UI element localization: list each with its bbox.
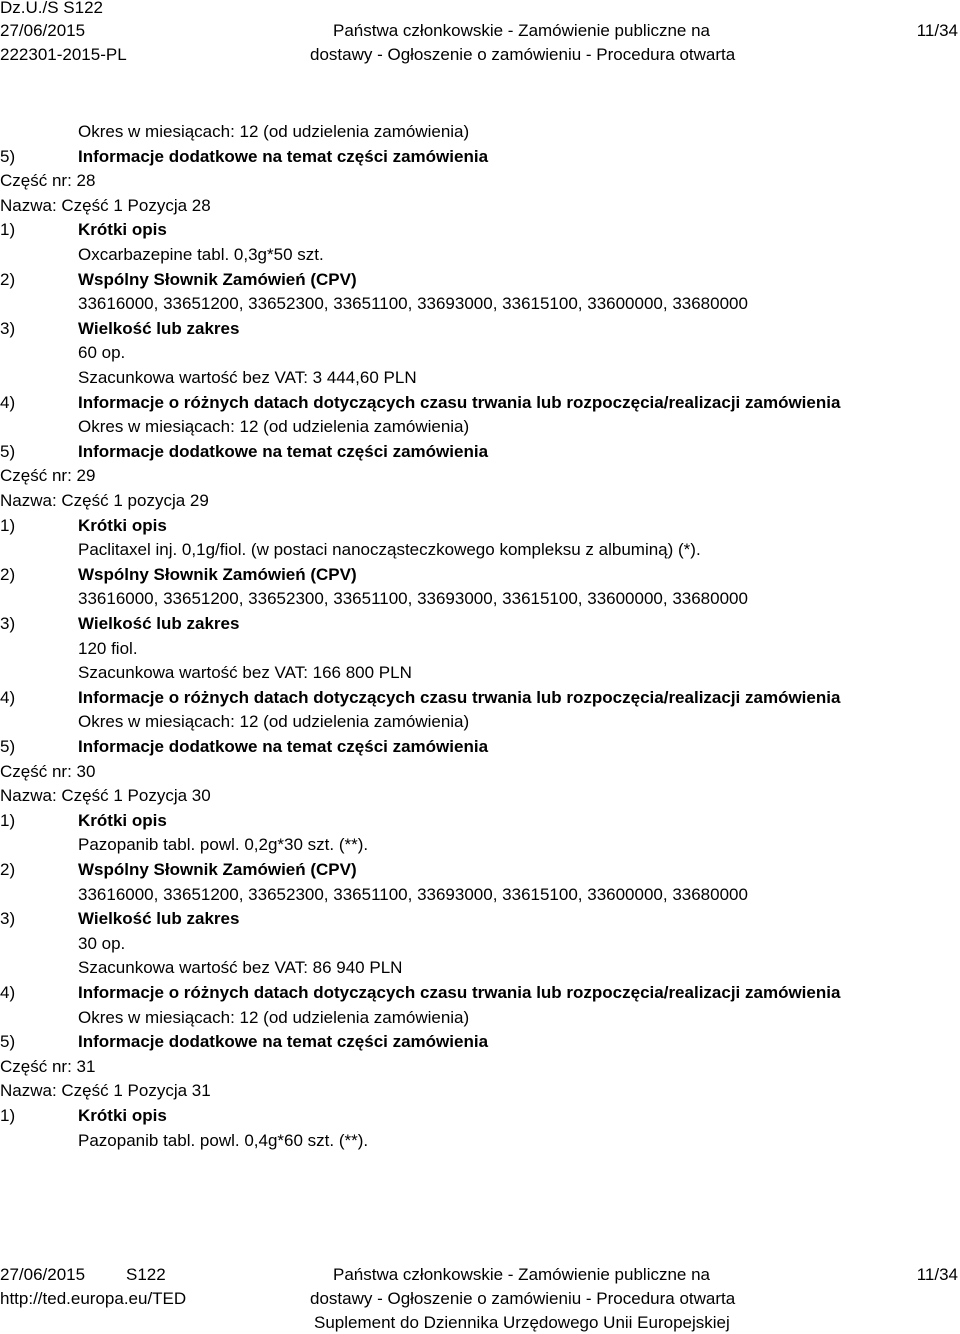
- section-number: 5): [0, 1032, 16, 1052]
- indented-text-line: 33616000, 33651200, 33652300, 33651100, 33693000, 33615100, 33600000, 33680000: [78, 884, 748, 904]
- section-title: Informacje o różnych datach dotyczących czasu trwania lub rozpoczęcia/realizacji zamówienia: [78, 687, 841, 707]
- section-title: Informacje dodatkowe na temat części zamówienia: [78, 146, 489, 166]
- text-line: Nazwa: Część 1 Pozycja 31: [0, 1081, 211, 1101]
- section-title: Krótki opis: [78, 220, 167, 240]
- text-line: Część nr: 31: [0, 1056, 96, 1076]
- section-number: 1): [0, 220, 16, 240]
- section-title: Wspólny Słownik Zamówień (CPV): [78, 564, 357, 584]
- indented-text-line: Paclitaxel inj. 0,1g/fiol. (w postaci nanocząsteczkowego kompleksu z albuminą) (*).: [78, 540, 701, 560]
- indented-text-line: 33616000, 33651200, 33652300, 33651100, 33693000, 33615100, 33600000, 33680000: [78, 589, 748, 609]
- footer-date: 27/06/2015: [0, 1265, 86, 1284]
- section-title: Wielkość lub zakres: [78, 614, 240, 633]
- section-number: 1): [0, 810, 16, 830]
- header-title-line1: Państwa członkowskie - Zamówienie publiczne na: [333, 21, 711, 40]
- indented-text-line: Pazopanib tabl. powl. 0,4g*60 szt. (**).: [78, 1130, 369, 1150]
- section-number: 4): [0, 392, 16, 412]
- section-number: 2): [0, 860, 16, 879]
- section-number: 1): [0, 515, 16, 535]
- header-date: 27/06/2015: [0, 21, 86, 40]
- section-title: Informacje dodatkowe na temat części zamówienia: [78, 1032, 489, 1052]
- header-title-line2: dostawy - Ogłoszenie o zamówieniu - Procedura otwarta: [310, 45, 736, 64]
- footer-title-line3: Suplement do Dziennika Urzędowego Unii Europejskiej: [314, 1313, 730, 1332]
- section-title: Informacje o różnych datach dotyczących czasu trwania lub rozpoczęcia/realizacji zamówienia: [78, 983, 841, 1002]
- indented-text-line: Szacunkowa wartość bez VAT: 3 444,60 PLN: [78, 368, 417, 387]
- indented-text-line: Oxcarbazepine tabl. 0,3g*50 szt.: [78, 245, 324, 264]
- section-title: Wspólny Słownik Zamówień (CPV): [78, 860, 357, 879]
- text-line: Część nr: 29: [0, 466, 96, 486]
- section-number: 2): [0, 564, 16, 584]
- section-title: Informacje o różnych datach dotyczących czasu trwania lub rozpoczęcia/realizacji zamówienia: [78, 392, 841, 412]
- text-line: Część nr: 30: [0, 761, 96, 781]
- indented-text-line: 33616000, 33651200, 33652300, 33651100, 33693000, 33615100, 33600000, 33680000: [78, 294, 748, 314]
- section-title: Krótki opis: [78, 515, 167, 535]
- indented-text-line: Szacunkowa wartość bez VAT: 166 800 PLN: [78, 663, 412, 683]
- section-number: 3): [0, 909, 16, 929]
- section-number: 3): [0, 614, 16, 633]
- header-page-number: 11/34: [916, 21, 958, 40]
- footer-title-line1: Państwa członkowskie - Zamówienie publiczne na: [333, 1265, 711, 1284]
- indented-text-line: Okres w miesiącach: 12 (od udzielenia zamówienia): [78, 122, 470, 141]
- section-title: Krótki opis: [78, 810, 167, 830]
- indented-text-line: 120 fiol.: [78, 638, 138, 658]
- section-title: Krótki opis: [78, 1106, 167, 1125]
- section-number: 5): [0, 737, 16, 756]
- text-line: Nazwa: Część 1 Pozycja 30: [0, 786, 211, 806]
- section-title: Informacje dodatkowe na temat części zamówienia: [78, 441, 489, 461]
- indented-text-line: Okres w miesiącach: 12 (od udzielenia zamówienia): [78, 712, 470, 732]
- section-number: 5): [0, 146, 16, 166]
- section-number: 3): [0, 318, 16, 338]
- footer-title-line2: dostawy - Ogłoszenie o zamówieniu - Procedura otwarta: [310, 1289, 736, 1308]
- section-title: Wielkość lub zakres: [78, 909, 240, 929]
- section-number: 5): [0, 441, 16, 461]
- section-title: Informacje dodatkowe na temat części zamówienia: [78, 737, 489, 756]
- indented-text-line: Pazopanib tabl. powl. 0,2g*30 szt. (**).: [78, 835, 369, 855]
- text-line: Nazwa: Część 1 Pozycja 28: [0, 195, 211, 215]
- text-line: Część nr: 28: [0, 171, 96, 191]
- indented-text-line: Okres w miesiącach: 12 (od udzielenia zamówienia): [78, 417, 470, 437]
- footer-url[interactable]: http://ted.europa.eu/TED: [0, 1289, 187, 1308]
- section-title: Wspólny Słownik Zamówień (CPV): [78, 269, 357, 289]
- section-title: Wielkość lub zakres: [78, 318, 240, 338]
- document-id: 222301-2015-PL: [0, 45, 127, 64]
- section-number: 4): [0, 983, 16, 1002]
- indented-text-line: 30 op.: [78, 933, 126, 953]
- text-line: Nazwa: Część 1 pozycja 29: [0, 491, 209, 510]
- journal-ref: Dz.U./S S122: [0, 0, 103, 17]
- footer-page-number: 11/34: [916, 1265, 958, 1284]
- section-number: 2): [0, 269, 16, 289]
- footer-issue: S122: [126, 1265, 166, 1284]
- indented-text-line: Szacunkowa wartość bez VAT: 86 940 PLN: [78, 958, 403, 978]
- indented-text-line: Okres w miesiącach: 12 (od udzielenia zamówienia): [78, 1007, 470, 1027]
- indented-text-line: 60 op.: [78, 343, 126, 363]
- section-number: 4): [0, 687, 16, 707]
- section-number: 1): [0, 1106, 16, 1125]
